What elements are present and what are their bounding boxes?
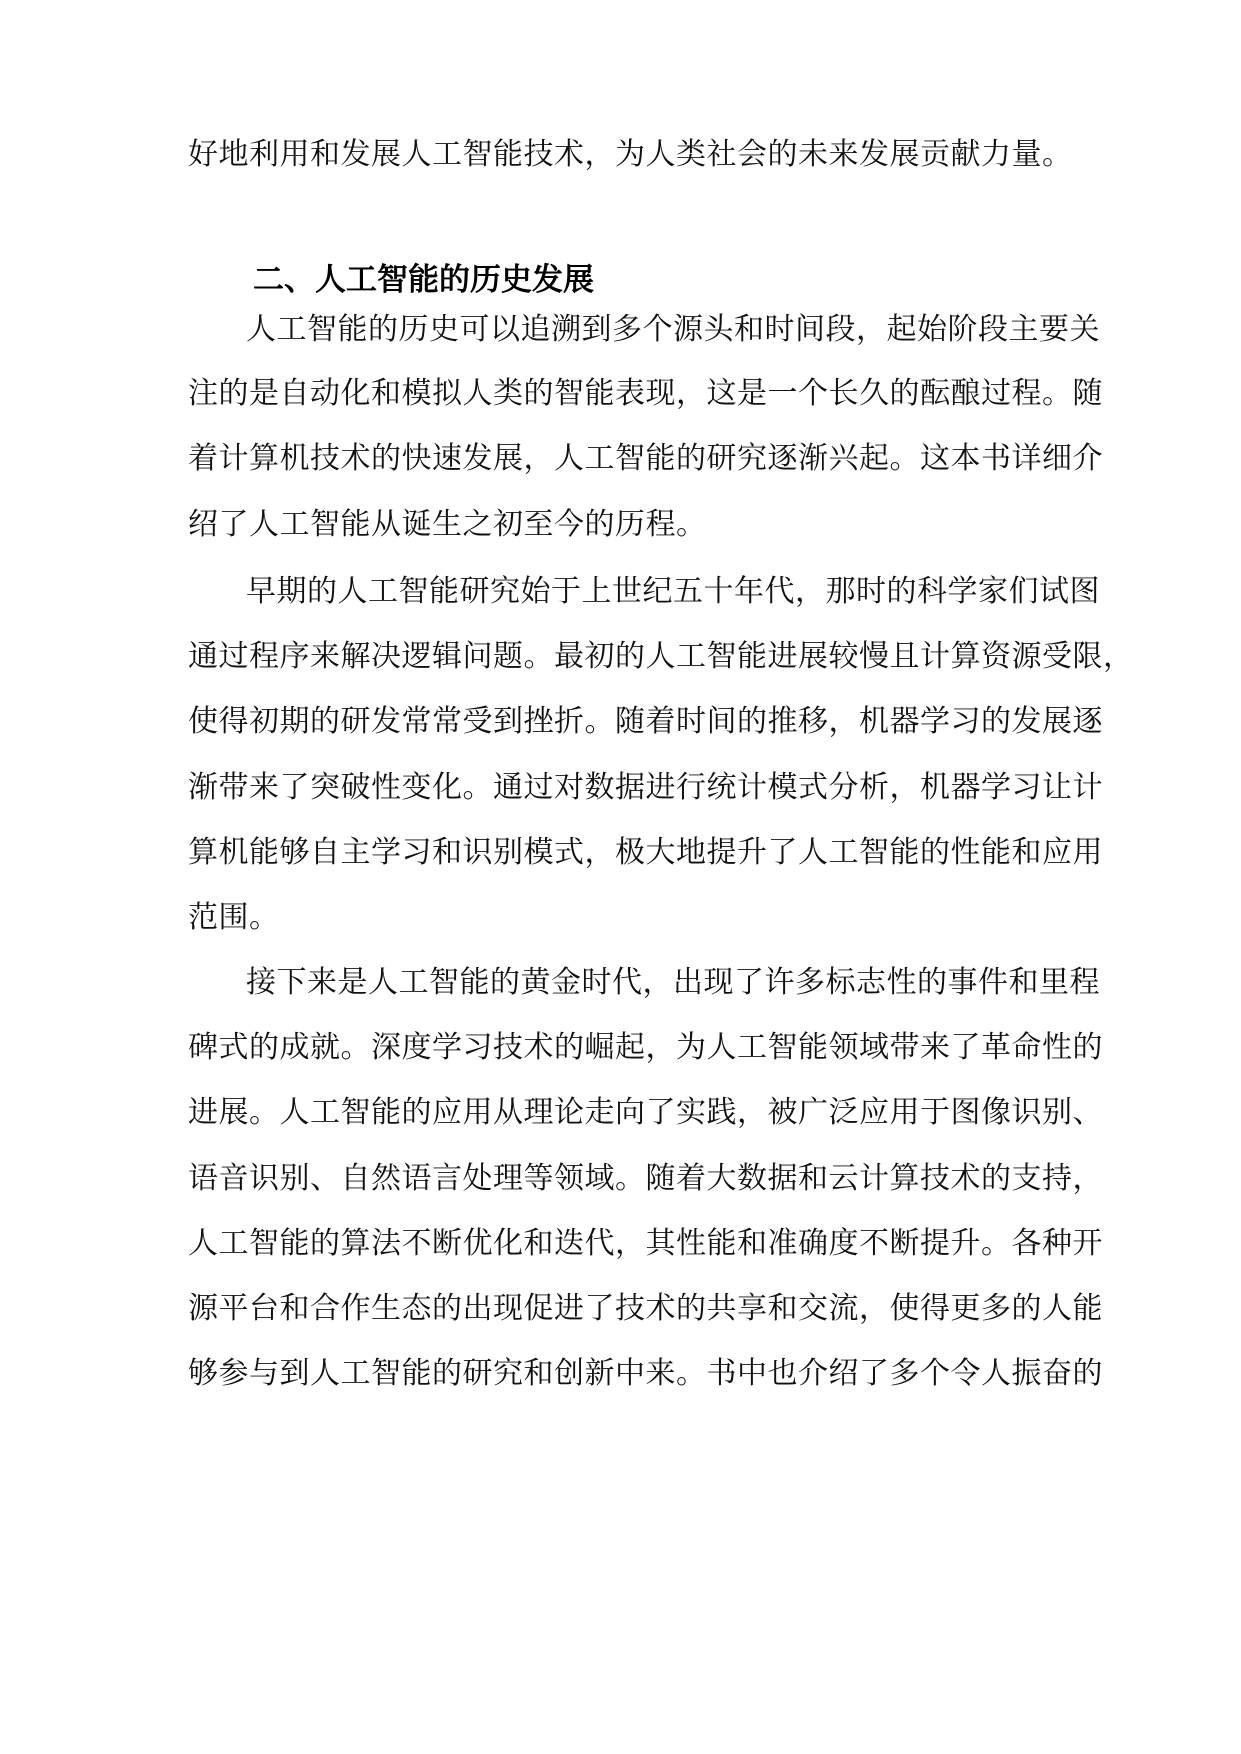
paragraph-line: 通过程序来解决逻辑问题。最初的人工智能进展较慢且计算资源受限，	[188, 639, 1134, 674]
paragraph-line: 人工智能的历史可以追溯到多个源头和时间段，起始阶段主要关	[246, 312, 1100, 347]
paragraph-line: 早期的人工智能研究始于上世纪五十年代，那时的科学家们试图	[246, 574, 1100, 609]
continuation-line: 好地利用和发展人工智能技术，为人类社会的未来发展贡献力量。	[188, 137, 1073, 172]
paragraph-line: 源平台和合作生态的出现促进了技术的共享和交流，使得更多的人能	[188, 1291, 1103, 1326]
paragraph-line: 语音识别、自然语言处理等领域。随着大数据和云计算技术的支持，	[188, 1161, 1103, 1196]
paragraph-line: 渐带来了突破性变化。通过对数据进行统计模式分析，机器学习让计	[188, 770, 1103, 805]
paragraph-line: 注的是自动化和模拟人类的智能表现，这是一个长久的酝酿过程。随	[188, 376, 1103, 411]
paragraph-line: 算机能够自主学习和识别模式，极大地提升了人工智能的性能和应用	[188, 835, 1103, 870]
paragraph-line: 碑式的成就。深度学习技术的崛起，为人工智能领域带来了革命性的	[188, 1030, 1103, 1065]
paragraph-line: 范围。	[188, 900, 280, 935]
paragraph-line: 绍了人工智能从诞生之初至今的历程。	[188, 507, 707, 542]
paragraph-line: 接下来是人工智能的黄金时代，出现了许多标志性的事件和里程	[246, 965, 1100, 1000]
paragraph-line: 着计算机技术的快速发展，人工智能的研究逐渐兴起。这本书详细介	[188, 441, 1103, 476]
section-heading: 二、人工智能的历史发展	[253, 262, 594, 298]
paragraph-line: 够参与到人工智能的研究和创新中来。书中也介绍了多个令人振奋的	[188, 1356, 1103, 1391]
paragraph-line: 进展。人工智能的应用从理论走向了实践，被广泛应用于图像识别、	[188, 1095, 1103, 1130]
paragraph-line: 人工智能的算法不断优化和迭代，其性能和准确度不断提升。各种开	[188, 1226, 1103, 1261]
paragraph-line: 使得初期的研发常常受到挫折。随着时间的推移，机器学习的发展逐	[188, 704, 1103, 739]
